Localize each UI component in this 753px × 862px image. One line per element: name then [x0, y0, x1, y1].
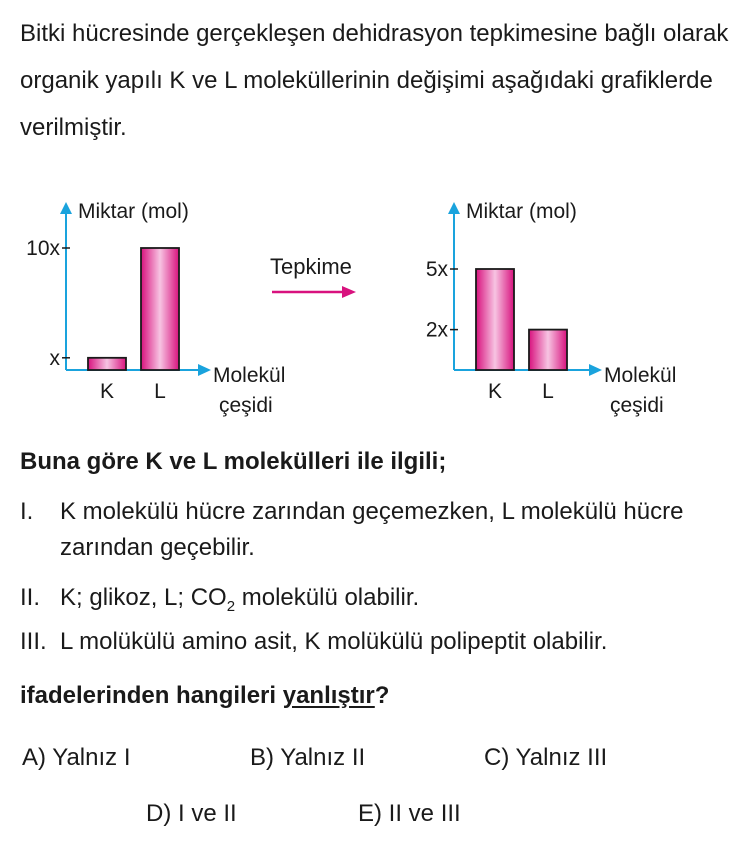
category-label: K — [487, 380, 503, 403]
statement-text: L molükülü amino asit, K molükülü polipeptit olabilir. — [60, 628, 608, 655]
option-a[interactable]: A) Yalnız I — [22, 744, 131, 771]
category-label: L — [542, 380, 554, 403]
x-axis-label-line1: Molekül — [213, 364, 286, 387]
category-label: L — [154, 380, 166, 403]
question-tail: ifadelerinden hangileri yanlıştır? — [20, 682, 390, 709]
intro-text: Bitki hücresinde gerçekleşen dehidrasyon tepkimesine bağlı olarak organik yapılı K ve L moleküllerinin değişimi aşağıdaki grafiklerde verilmiştir. — [20, 20, 729, 141]
y-axis-label: Miktar (mol) — [78, 200, 189, 223]
y-tick-label: 10x — [26, 237, 60, 260]
bar-k — [476, 269, 514, 370]
y-tick-label: 5x — [425, 258, 448, 281]
chart-axes — [60, 202, 211, 376]
statement-3 — [20, 624, 740, 664]
statement-number: II. — [20, 584, 41, 611]
option-b[interactable]: B) Yalnız II — [250, 744, 366, 771]
x-axis-label-line2: çeşidi — [610, 394, 664, 417]
option-c[interactable]: C) Yalnız III — [484, 744, 608, 771]
statement-number: III. — [20, 628, 47, 655]
statement-text: K; glikoz, L; $CO_2$ molekülü olabilir. — [60, 584, 420, 615]
bar-l — [529, 330, 567, 370]
x-axis-label-line1: Molekül — [604, 364, 677, 387]
reaction-arrow-icon — [270, 282, 360, 302]
x-axis-label-line2: çeşidi — [219, 394, 273, 417]
chart-left — [14, 190, 314, 420]
y-tick-label: x — [49, 346, 60, 370]
y-axis-label: Miktar (mol) — [466, 200, 577, 223]
reaction-label: Tepkime — [270, 254, 352, 279]
question-head: Buna göre K ve L molekülleri ile ilgili; — [20, 448, 447, 475]
option-e[interactable]: E) II ve III — [358, 800, 461, 827]
category-label: K — [99, 380, 115, 403]
bar-k — [88, 358, 126, 370]
underlined-word: yanlıştır — [282, 682, 375, 709]
statement-2 — [20, 580, 740, 620]
bar-l — [141, 248, 179, 370]
statement-1 — [20, 494, 740, 568]
chart-axes — [448, 202, 602, 376]
y-tick-label: 2x — [425, 318, 448, 342]
option-d[interactable]: D) I ve II — [146, 800, 237, 827]
chart-right — [412, 190, 712, 420]
statement-text: K molekülü hücre zarından geçemezken, L molekülü hücre zarından geçebilir. — [60, 498, 684, 561]
statement-number: I. — [20, 498, 34, 525]
